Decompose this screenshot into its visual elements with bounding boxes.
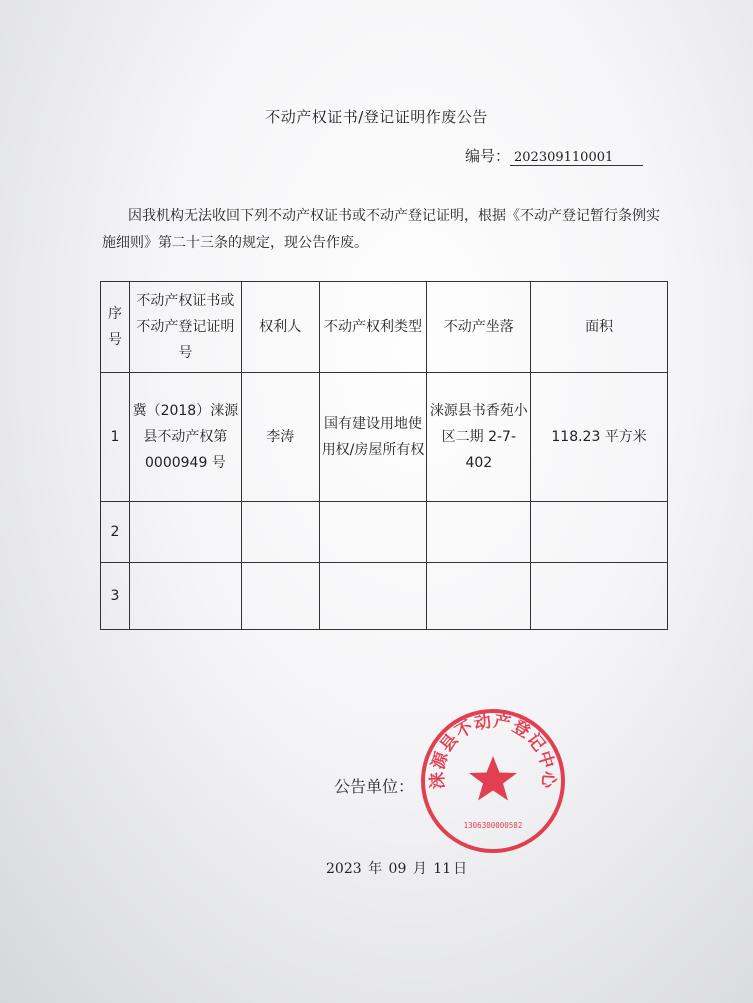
serial-number [465,145,643,166]
cell-location [427,563,531,630]
seal-code: 1306300000582 [463,821,523,830]
cell-location [427,502,531,563]
cell-seq: 3 [101,563,130,630]
date-month-unit: 月 [412,861,427,877]
cell-right-type [319,563,427,630]
date-day-unit: 日 [453,861,468,877]
header-seq: 序号 [101,282,130,373]
seal-star-icon [469,756,517,801]
cell-right-type [319,502,427,563]
notice-paragraph: 因我机构无法收回下列不动产权证书或不动产登记证明，根据《不动产登记暂行条例实施细则》第二十三条的规定，现公告作废。 [102,208,660,251]
cell-area: 118.23 平方米 [531,373,668,502]
date-year: 2023 [326,861,362,877]
table-row [101,502,668,563]
date-month: 09 [388,861,407,877]
issuer-label: 公告单位： [334,777,415,796]
cell-owner: 李涛 [241,373,319,502]
cell-owner [241,502,319,563]
header-right-type: 不动产权利类型 [319,282,427,373]
cell-cert-no [129,563,241,630]
date-day: 11 [433,861,452,877]
header-owner: 权利人 [241,282,319,373]
cell-right-type: 国有建设用地使用权/房屋所有权 [319,373,427,502]
cell-seq: 1 [101,373,130,502]
cell-cert-no: 冀（2018）涞源县不动产权第 0000949 号 [129,373,241,502]
header-location: 不动产坐落 [427,282,531,373]
seal-arc-text: 涞源县不动产登记中心 [427,711,559,790]
header-area: 面积 [531,282,668,373]
cell-cert-no [129,502,241,563]
date-year-unit: 年 [368,861,383,877]
table-row [101,373,668,502]
cell-location: 涞源县书香苑小区二期 2-7-402 [427,373,531,502]
table-row [101,563,668,630]
cell-seq: 2 [101,502,130,563]
serial-label: 编号： [465,147,511,165]
cell-area [531,502,668,563]
cell-area [531,563,668,630]
header-cert-no: 不动产权证书或不动产登记证明号 [129,282,241,373]
table-header-row [101,282,668,373]
notice-date [326,858,469,878]
notice-title: 不动产权证书/登记证明作废公告 [265,108,488,126]
serial-value: 202309110001 [510,150,643,166]
official-seal-stamp [418,706,568,856]
certificate-table [100,281,668,630]
cell-owner [241,563,319,630]
